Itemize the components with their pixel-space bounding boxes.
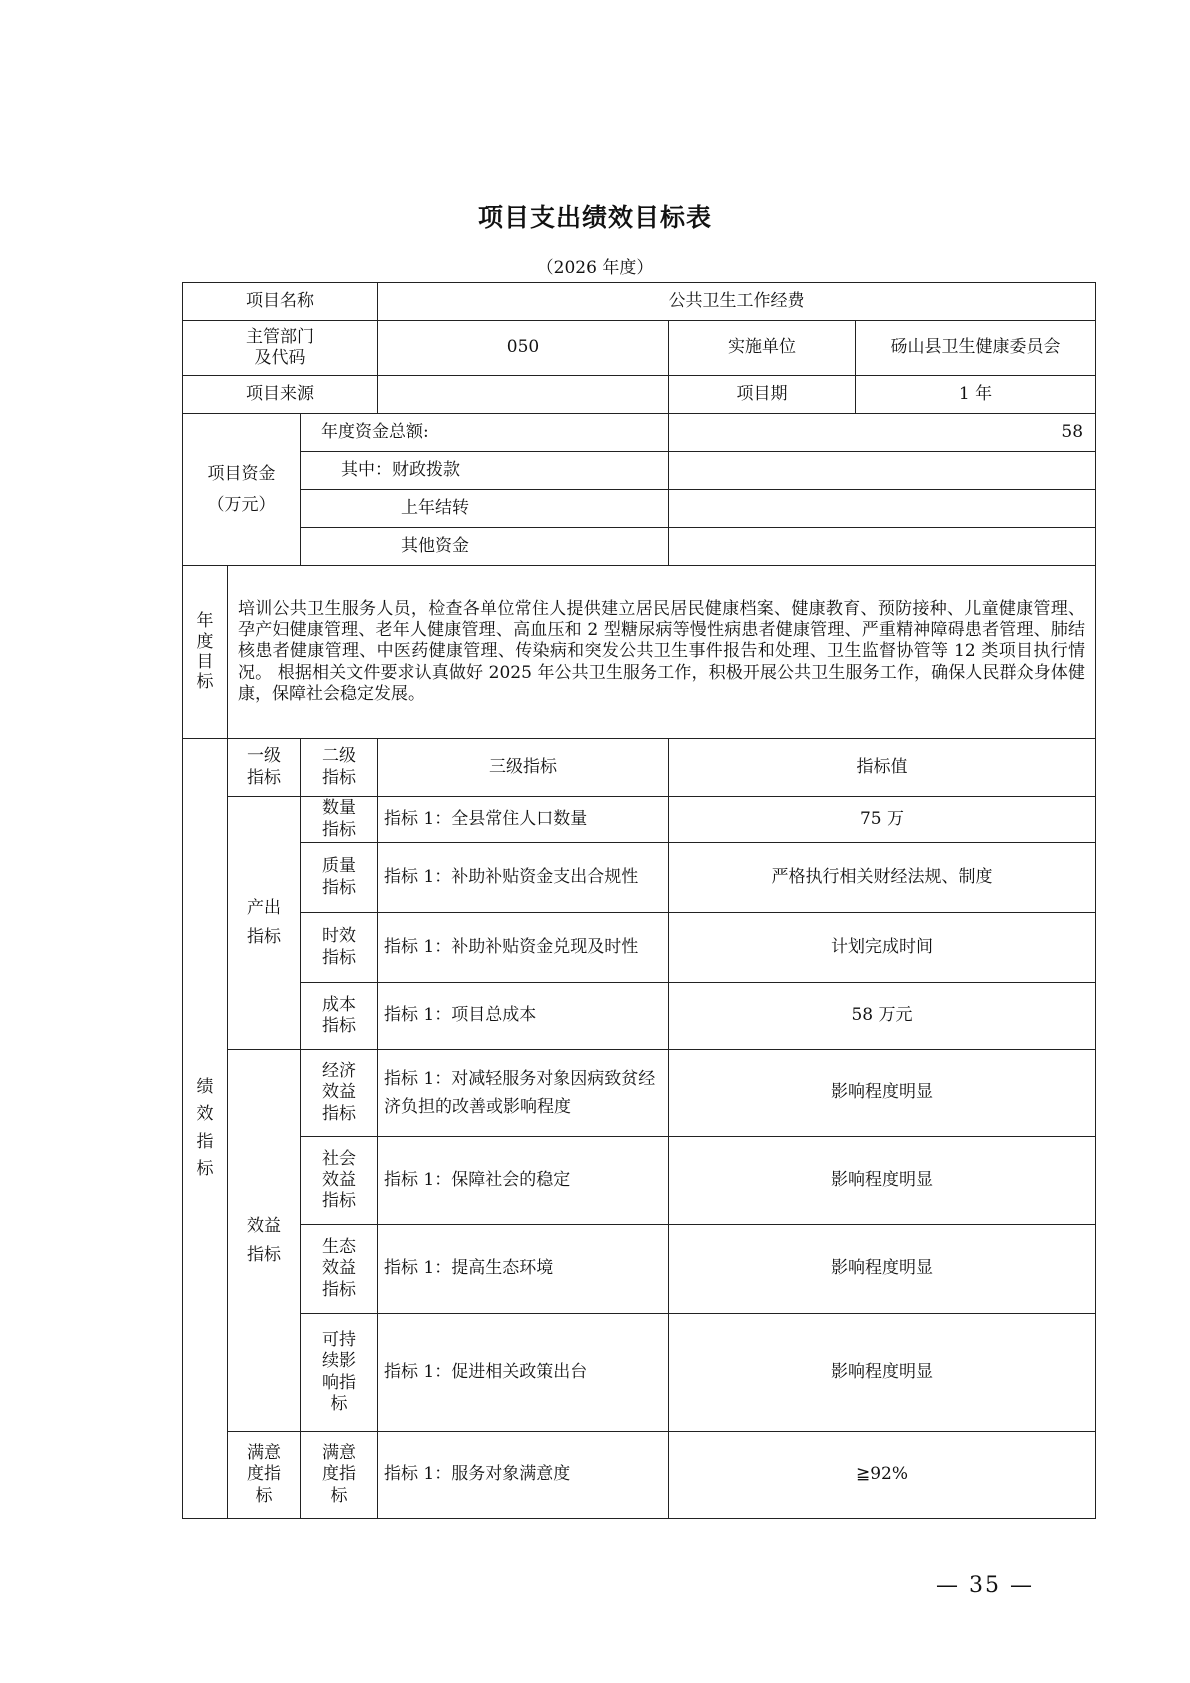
indicator-level2: 社会 效益 指标 <box>301 1137 378 1225</box>
page-title: 项目支出绩效目标表 <box>477 203 712 232</box>
indicator-level2: 经济 效益 指标 <box>301 1050 378 1137</box>
funds-total-value: 58 <box>669 414 1096 452</box>
satisfaction-indicator-label: 满意 度指 标 <box>228 1432 301 1519</box>
indicator-value: ≧92% <box>669 1432 1096 1519</box>
indicator-value: 58 万元 <box>669 983 1096 1050</box>
col-value-header: 指标值 <box>669 739 1096 797</box>
indicator-value: 75 万 <box>669 797 1096 843</box>
indicator-level3: 指标 1：补助补贴资金支出合规性 <box>378 843 669 913</box>
year-label: （2026 年度） <box>536 258 654 278</box>
project-name-label: 项目名称 <box>183 283 378 321</box>
indicator-value: 影响程度明显 <box>669 1050 1096 1137</box>
col-level2-header: 二级 指标 <box>301 739 378 797</box>
indicator-level2: 生态 效益 指标 <box>301 1225 378 1314</box>
indicator-value: 影响程度明显 <box>669 1225 1096 1314</box>
funds-total-label: 年度资金总额: <box>301 414 669 452</box>
indicator-level2: 时效 指标 <box>301 913 378 983</box>
indicator-level3: 指标 1：保障社会的稳定 <box>378 1137 669 1225</box>
indicator-level2: 数量 指标 <box>301 797 378 843</box>
indicator-value: 计划完成时间 <box>669 913 1096 983</box>
annual-goal-label: 年 度 目 标 <box>183 566 228 739</box>
source-value <box>378 376 669 414</box>
indicator-level3: 指标 1：对减轻服务对象因病致贫经济负担的改善或影响程度 <box>378 1050 669 1137</box>
funds-carryover-value <box>669 490 1096 528</box>
indicator-level2: 成本 指标 <box>301 983 378 1050</box>
funds-fiscal-label: 其中：财政拨款 <box>301 452 669 490</box>
output-indicator-label: 产出 指标 <box>228 797 301 1050</box>
dept-label: 主管部门 及代码 <box>183 321 378 376</box>
indicator-value: 影响程度明显 <box>669 1137 1096 1225</box>
col-level1-header: 一级 指标 <box>228 739 301 797</box>
performance-label: 绩 效 指 标 <box>183 739 228 1519</box>
benefit-indicator-label: 效益 指标 <box>228 1050 301 1432</box>
indicator-level3: 指标 1：补助补贴资金兑现及时性 <box>378 913 669 983</box>
funds-other-value <box>669 528 1096 566</box>
project-name-value: 公共卫生工作经费 <box>378 283 1096 321</box>
page-number: — 35 — <box>936 1573 1034 1598</box>
dept-code: 050 <box>378 321 669 376</box>
indicator-level3: 指标 1：项目总成本 <box>378 983 669 1050</box>
indicator-level3: 指标 1：服务对象满意度 <box>378 1432 669 1519</box>
source-label: 项目来源 <box>183 376 378 414</box>
indicator-value: 严格执行相关财经法规、制度 <box>669 843 1096 913</box>
indicator-level3: 指标 1：促进相关政策出台 <box>378 1314 669 1432</box>
indicator-level2: 质量 指标 <box>301 843 378 913</box>
performance-target-table <box>182 282 1096 1519</box>
indicator-value: 影响程度明显 <box>669 1314 1096 1432</box>
funds-other-label: 其他资金 <box>301 528 669 566</box>
indicator-level2: 可持 续影 响指 标 <box>301 1314 378 1432</box>
indicator-level2: 满意 度指 标 <box>301 1432 378 1519</box>
funds-label: 项目资金 （万元） <box>183 414 301 566</box>
period-value: 1 年 <box>856 376 1096 414</box>
impl-unit-label: 实施单位 <box>669 321 856 376</box>
funds-carryover-label: 上年结转 <box>301 490 669 528</box>
funds-fiscal-value <box>669 452 1096 490</box>
impl-unit-value: 砀山县卫生健康委员会 <box>856 321 1096 376</box>
indicator-level3: 指标 1：提高生态环境 <box>378 1225 669 1314</box>
period-label: 项目期 <box>669 376 856 414</box>
col-level3-header: 三级指标 <box>378 739 669 797</box>
indicator-level3: 指标 1：全县常住人口数量 <box>378 797 669 843</box>
annual-goal-text: 培训公共卫生服务人员，检查各单位常住人提供建立居民居民健康档案、健康教育、预防接种、儿童健康管理、孕产妇健康管理、老年人健康管理、高血压和 2 型糖尿病等慢性病患者健康管理、严重精神障碍患者管理、肺结核患者健康管理、中医药健康管理、传染病和突发公共卫生事件报告和处理、卫生监督协管等 12 类项目执行情况。 根据相关文件要求认真做好 2025 年公共卫生服务工作，积极开展公共卫生服务工作，确保人民群众身体健康，保障社会稳定发展。 <box>228 566 1096 739</box>
